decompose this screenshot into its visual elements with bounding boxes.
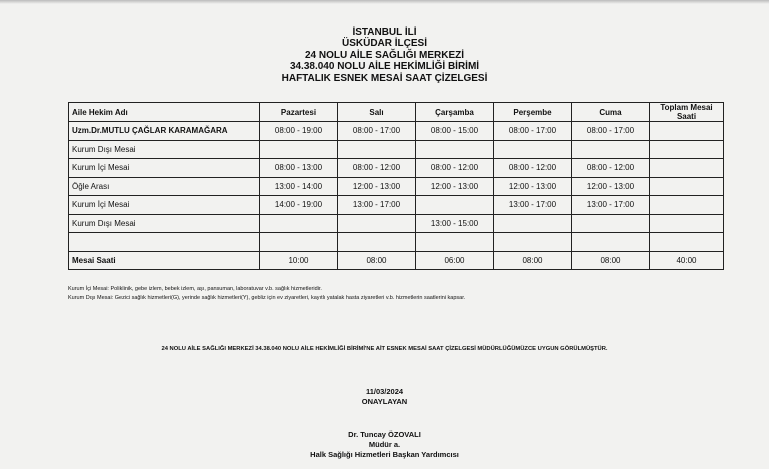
header-line: ÜSKÜDAR İLÇESİ (341, 38, 427, 50)
row-label (69, 233, 260, 252)
table-cell (650, 177, 724, 196)
column-header: Cuma (572, 103, 650, 122)
row-label: Kurum Dışı Mesai (69, 214, 260, 233)
row-label: Kurum İçi Mesai (69, 196, 260, 215)
approver-label: ONAYLAYAN (361, 397, 408, 406)
table-cell: 12:00 - 13:00 (338, 177, 416, 196)
schedule-table (68, 102, 724, 270)
table-header-row (69, 103, 724, 122)
table-cell (650, 140, 724, 159)
column-header: Aile Hekim Adı (69, 103, 260, 122)
table-cell (494, 214, 572, 233)
table-cell: 08:00 - 17:00 (338, 122, 416, 141)
header-line: 24 NOLU AİLE SAĞLIĞI MERKEZİ (304, 49, 465, 61)
row-label: Öğle Arası (69, 177, 260, 196)
table-cell (260, 140, 338, 159)
note-kurum-disi: Kurum Dışı Mesai: Gezici sağlık hizmetleri(G), yerinde sağlık hizmetleri(Y), gebliz için ev ziyaretleri, kayıtlı yatalak hasta ziyaretleri v.b. hizmetlerin saatlerini kapsar. (68, 295, 466, 301)
table-cell: 08:00 (494, 251, 572, 270)
table-cell: 08:00 - 12:00 (416, 159, 494, 178)
table-row (69, 214, 724, 233)
table-cell: 06:00 (416, 251, 494, 270)
table-cell (260, 233, 338, 252)
table-cell (650, 159, 724, 178)
page-edge (0, 0, 769, 4)
table-cell: 14:00 - 19:00 (260, 196, 338, 215)
table-cell (416, 140, 494, 159)
table-cell (338, 214, 416, 233)
table-cell (416, 196, 494, 215)
table-row (69, 251, 724, 270)
table-cell (650, 233, 724, 252)
table-cell (572, 214, 650, 233)
table-cell: 12:00 - 13:00 (572, 177, 650, 196)
table-cell: 08:00 - 12:00 (572, 159, 650, 178)
table-cell (650, 122, 724, 141)
signer-name: Dr. Tuncay ÖZOVALI (348, 430, 421, 439)
signer-role: Müdür a. (368, 440, 401, 449)
header-line: İSTANBUL İLİ (352, 27, 417, 38)
column-header: Salı (338, 103, 416, 122)
table-cell (416, 233, 494, 252)
table-cell (650, 214, 724, 233)
header-line: 34.38.040 NOLU AİLE HEKİMLİĞİ BİRİMİ (289, 60, 480, 72)
table-cell: 08:00 - 15:00 (416, 122, 494, 141)
approval-statement: 24 NOLU AİLE SAĞLIĞI MERKEZİ 34.38.040 NOLU AİLE HEKİMLİĞİ BİRİMİ'NE AİT ESNEK MESAİ SAAT ÇİZELGESİ MÜDÜRLÜĞÜMÜZCE UYGUN GÖRÜLMÜŞTÜR. (161, 346, 608, 352)
row-label: Mesai Saati (69, 251, 260, 270)
table-cell: 08:00 - 17:00 (572, 122, 650, 141)
table-cell: 13:00 - 14:00 (260, 177, 338, 196)
row-label: Uzm.Dr.MUTLU ÇAĞLAR KARAMAĞARA (69, 122, 260, 141)
table-cell: 08:00 - 12:00 (338, 159, 416, 178)
row-label: Kurum İçi Mesai (69, 159, 260, 178)
approval-date: 11/03/2024 (365, 387, 404, 396)
footnotes (68, 285, 465, 303)
table-cell: 08:00 (572, 251, 650, 270)
table-cell: 08:00 - 17:00 (494, 122, 572, 141)
table-cell (572, 140, 650, 159)
column-header: Çarşamba (416, 103, 494, 122)
table-cell: 13:00 - 17:00 (572, 196, 650, 215)
approval-block (0, 387, 769, 407)
table-cell: 40:00 (650, 251, 724, 270)
column-header: Perşembe (494, 103, 572, 122)
table-row (69, 140, 724, 159)
table-cell: 08:00 - 13:00 (260, 159, 338, 178)
table-row (69, 122, 724, 141)
note-kurum-ici: Kurum İçi Mesai: Poliklinik, gebe izlem, bebek izlem, aşı, pansuman, laboratuvar v.b. sağlık hizmetleridir. (68, 286, 322, 292)
table-cell: 13:00 - 17:00 (494, 196, 572, 215)
column-header: Toplam Mesai Saati (650, 103, 724, 122)
table-cell (338, 233, 416, 252)
table-row (69, 233, 724, 252)
table-cell: 08:00 (338, 251, 416, 270)
table-cell: 08:00 - 19:00 (260, 122, 338, 141)
table-cell: 13:00 - 15:00 (416, 214, 494, 233)
table-cell: 08:00 - 12:00 (494, 159, 572, 178)
table-cell (650, 196, 724, 215)
column-header: Pazartesi (260, 103, 338, 122)
document-title: HAFTALIK ESNEK MESAİ SAAT ÇİZELGESİ (281, 73, 488, 85)
table-cell: 12:00 - 13:00 (494, 177, 572, 196)
table-cell (338, 140, 416, 159)
row-label: Kurum Dışı Mesai (69, 140, 260, 159)
table-cell: 10:00 (260, 251, 338, 270)
table-cell: 13:00 - 17:00 (338, 196, 416, 215)
signature-block (0, 430, 769, 460)
table-cell (494, 233, 572, 252)
table-cell (260, 214, 338, 233)
table-cell (572, 233, 650, 252)
signer-title: Halk Sağlığı Hizmetleri Başkan Yardımcısı (310, 450, 459, 459)
table-cell (494, 140, 572, 159)
table-cell: 12:00 - 13:00 (416, 177, 494, 196)
table-row (69, 196, 724, 215)
document-header (0, 27, 769, 84)
table-row (69, 177, 724, 196)
table-row (69, 159, 724, 178)
